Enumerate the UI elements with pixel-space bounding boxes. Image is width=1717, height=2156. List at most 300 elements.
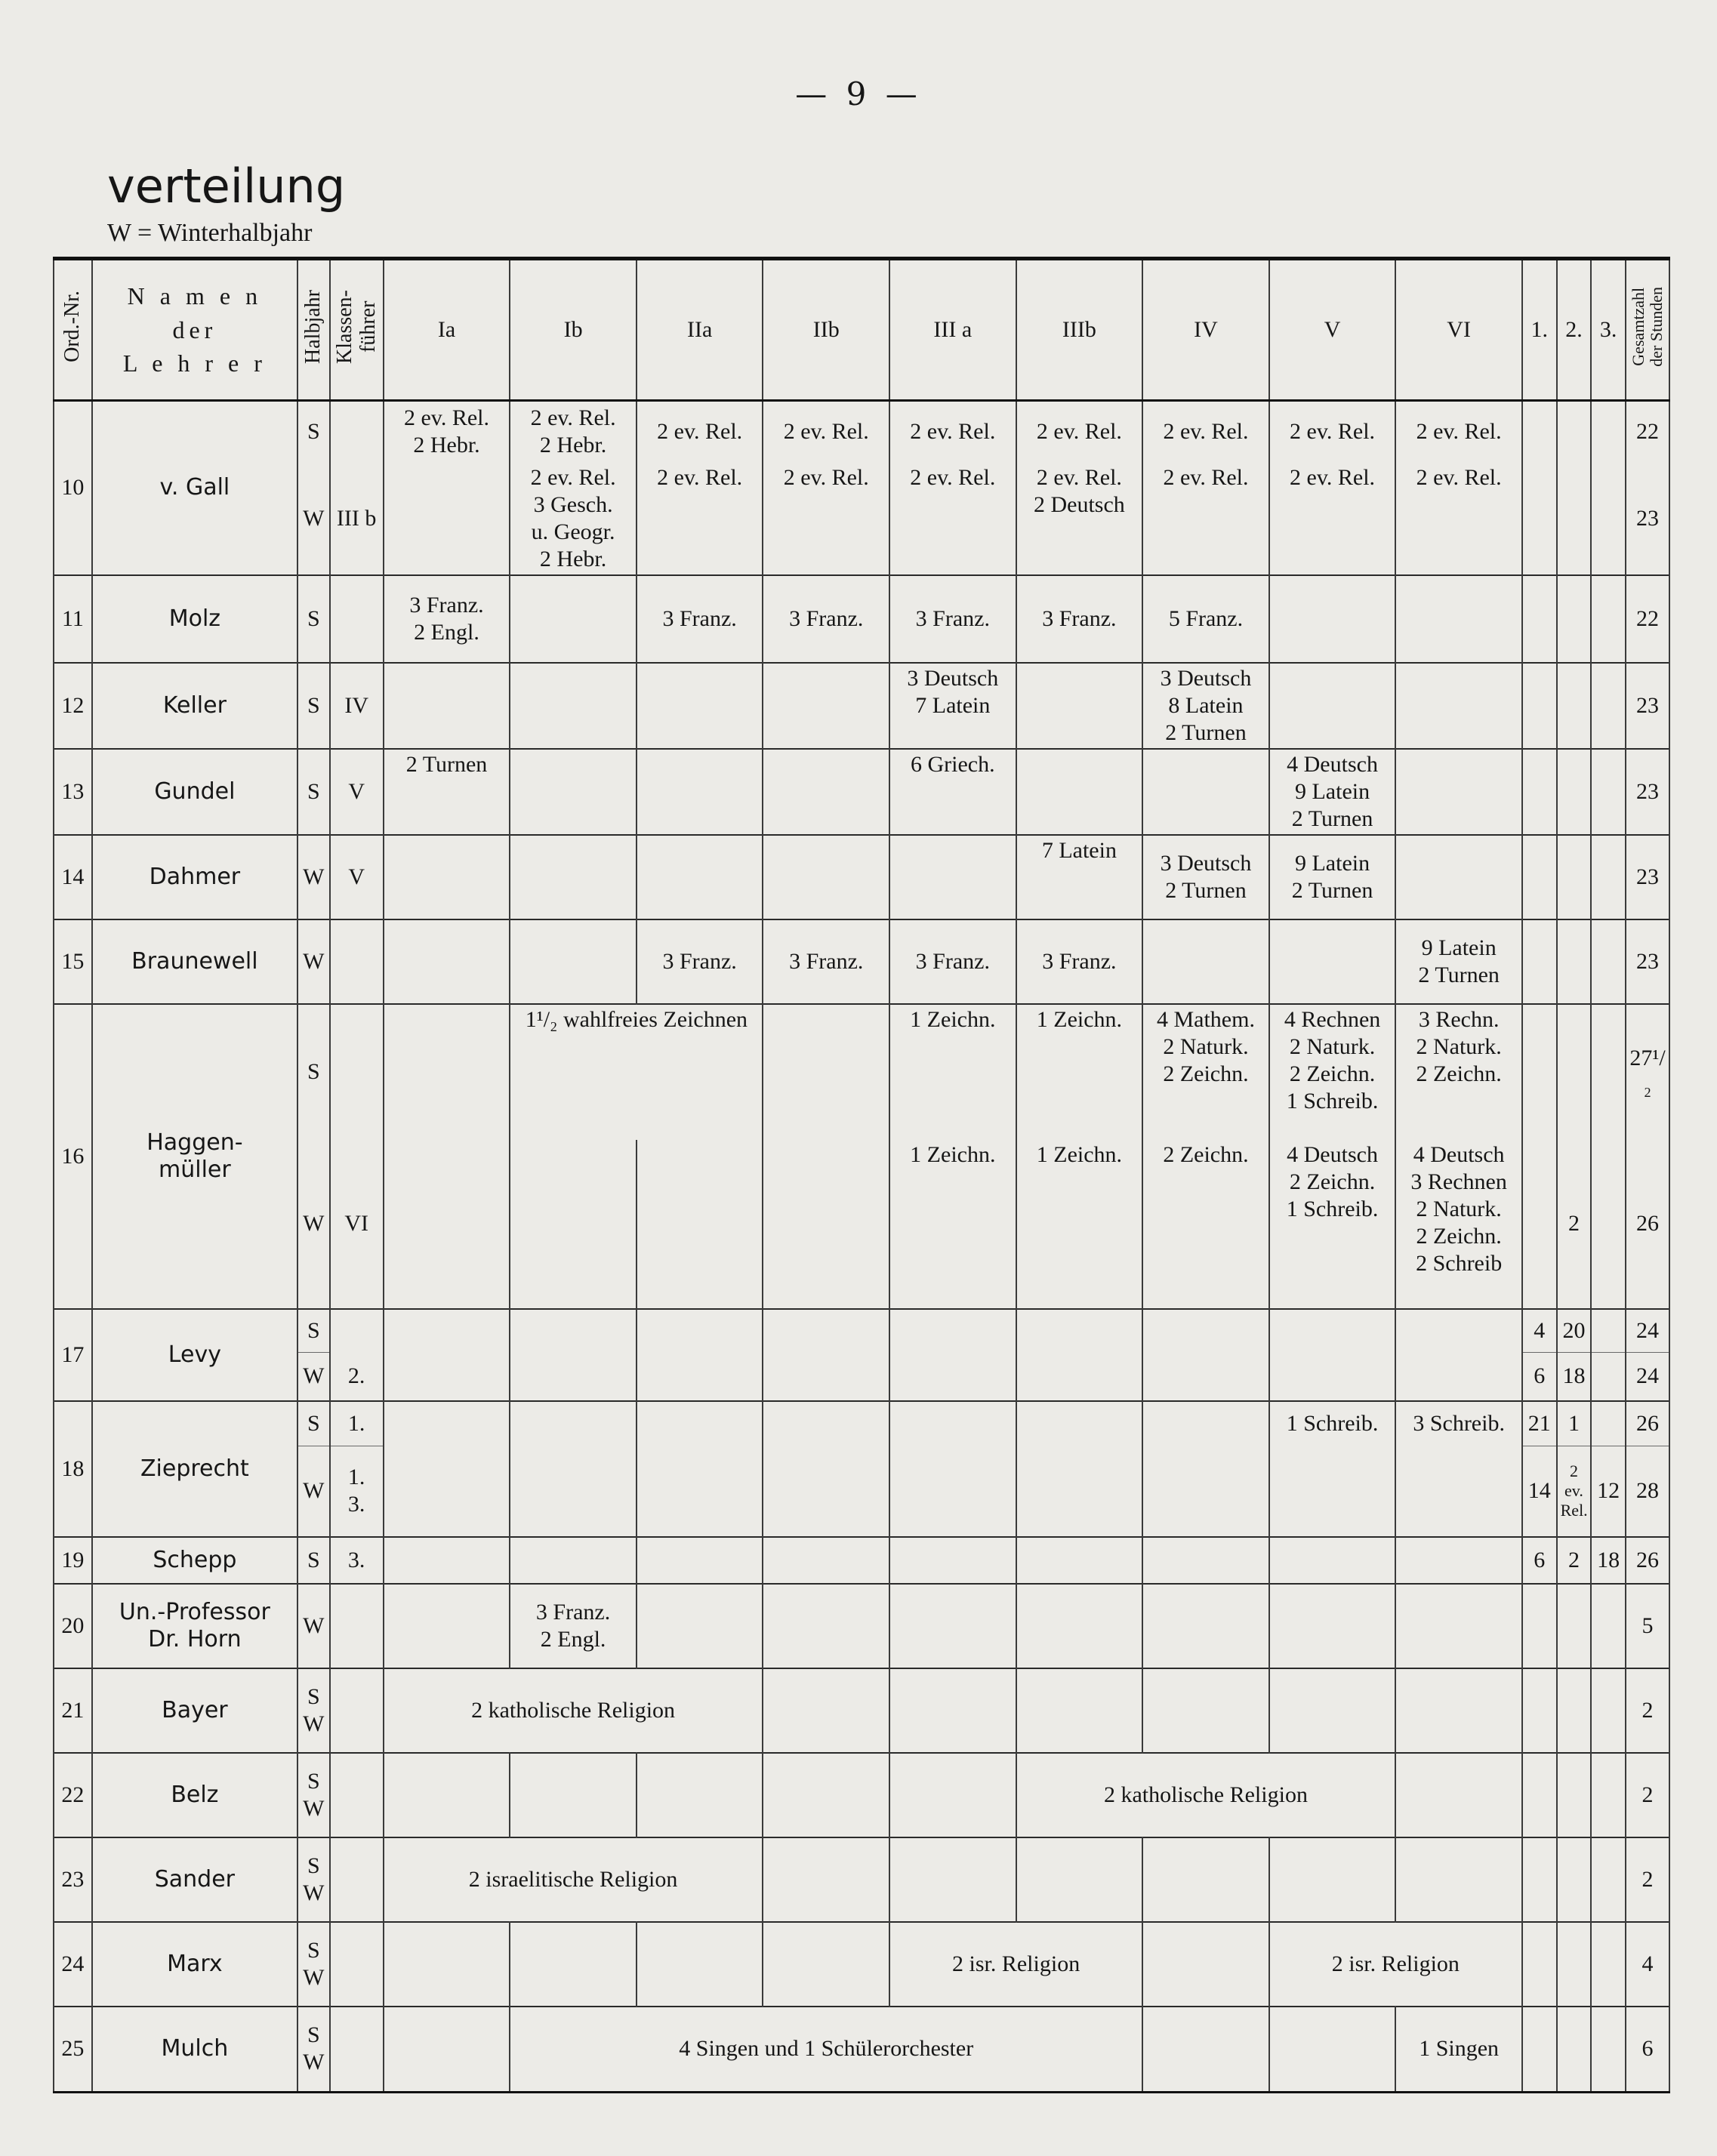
klassenfuehrer (330, 1004, 384, 1140)
cell-1 (1522, 2007, 1557, 2093)
cell-ia (384, 1753, 510, 1837)
cell-iv (1142, 1537, 1269, 1584)
cell-iiib-v: 2 katholische Religion (1016, 1753, 1396, 1837)
cell-v (1269, 1309, 1396, 1353)
cell-v: 2 ev. Rel. (1269, 401, 1396, 463)
cell-v (1269, 919, 1396, 1004)
cell-total: 2 (1626, 1668, 1669, 1753)
cell-iiib (1016, 1668, 1143, 1753)
cell-iia (637, 1353, 763, 1401)
cell-2: 1 (1557, 1401, 1592, 1446)
teacher-name: Belz (92, 1753, 297, 1837)
cell-iiia: 6 Griech. (889, 749, 1016, 835)
cell-ib (510, 1537, 637, 1584)
cell-iiib: 3 Franz. (1016, 919, 1143, 1004)
cell-1 (1522, 1753, 1557, 1837)
cell-iia: 2 ev. Rel. (637, 463, 763, 575)
table-row (54, 1004, 1669, 1140)
cell-iiia: 1 Zeichn. (889, 1004, 1016, 1140)
cell-2: 20 (1557, 1309, 1592, 1353)
page-heading: verteilung (107, 159, 346, 214)
cell-total: 26 (1626, 1537, 1669, 1584)
cell-1 (1522, 1004, 1557, 1140)
ord-nr: 20 (54, 1584, 92, 1668)
cell-iv (1142, 919, 1269, 1004)
cell-vi (1395, 1446, 1522, 1537)
cell-3 (1591, 749, 1626, 835)
cell-ia (384, 1537, 510, 1584)
cell-ia (384, 1004, 510, 1140)
cell-3 (1591, 1837, 1626, 1922)
header-vorschule-1: 1. (1522, 259, 1557, 401)
cell-3: 12 (1591, 1446, 1626, 1537)
cell-2 (1557, 1004, 1592, 1140)
cell-iv (1142, 1446, 1269, 1537)
halbjahr: S (297, 575, 330, 663)
header-iiia: III a (889, 259, 1016, 401)
header-iv: IV (1142, 259, 1269, 401)
cell-iib: 3 Franz. (763, 575, 889, 663)
cell-iv: 2 ev. Rel. (1142, 463, 1269, 575)
cell-iv (1142, 1401, 1269, 1446)
teacher-name: Levy (92, 1309, 297, 1401)
cell-3 (1591, 1753, 1626, 1837)
halbjahr: W (297, 1446, 330, 1537)
klassenfuehrer (330, 1668, 384, 1753)
ord-nr: 19 (54, 1537, 92, 1584)
cell-iiib (1016, 1401, 1143, 1446)
cell-1 (1522, 1922, 1557, 2007)
cell-vi (1395, 1584, 1522, 1668)
klassenfuehrer (330, 919, 384, 1004)
klassenfuehrer: V (330, 749, 384, 835)
halbjahr: S W (297, 1668, 330, 1753)
cell-iiia (889, 1401, 1016, 1446)
cell-iib (763, 1140, 889, 1309)
cell-iv: 4 Mathem. 2 Naturk. 2 Zeichn. (1142, 1004, 1269, 1140)
cell-vi (1395, 835, 1522, 919)
cell-iib (763, 1004, 889, 1140)
cell-iiib (1016, 1353, 1143, 1401)
ord-nr: 18 (54, 1401, 92, 1537)
cell-2 (1557, 919, 1592, 1004)
cell-1 (1522, 1668, 1557, 1753)
teacher-name: Mulch (92, 2007, 297, 2093)
ord-nr: 22 (54, 1753, 92, 1837)
cell-total: 23 (1626, 835, 1669, 919)
cell-iiib: 2 ev. Rel. (1016, 401, 1143, 463)
cell-iia (637, 1537, 763, 1584)
ord-nr: 14 (54, 835, 92, 919)
cell-iib (763, 1401, 889, 1446)
teacher-name: Bayer (92, 1668, 297, 1753)
header-ia: Ia (384, 259, 510, 401)
cell-iiia: 3 Franz. (889, 919, 1016, 1004)
table-row (54, 749, 1669, 835)
cell-iia: 2 ev. Rel. (637, 401, 763, 463)
cell-1: 14 (1522, 1446, 1557, 1537)
halbjahr: W (297, 835, 330, 919)
cell-total: 4 (1626, 1922, 1669, 2007)
cell-ia (384, 1309, 510, 1353)
cell-iib: 2 ev. Rel. (763, 401, 889, 463)
cell-iia (637, 1446, 763, 1537)
cell-iv (1142, 1837, 1269, 1922)
cell-iiib (1016, 1837, 1143, 1922)
cell-iiib (1016, 749, 1143, 835)
cell-vi (1395, 1353, 1522, 1401)
cell-iia (637, 1401, 763, 1446)
cell-v (1269, 1668, 1396, 1753)
cell-vi: 3 Rechn. 2 Naturk. 2 Zeichn. (1395, 1004, 1522, 1140)
cell-iv: 3 Deutsch 2 Turnen (1142, 835, 1269, 919)
cell-ia (384, 1353, 510, 1401)
cell-3 (1591, 575, 1626, 663)
cell-3 (1591, 1668, 1626, 1753)
cell-ib (510, 1401, 637, 1446)
cell-iiia: 3 Deutsch 7 Latein (889, 663, 1016, 749)
cell-iia (637, 1309, 763, 1353)
klassenfuehrer (330, 575, 384, 663)
cell-3 (1591, 919, 1626, 1004)
halbjahr: W (297, 1353, 330, 1401)
cell-iia (637, 1922, 763, 2007)
cell-total: 2 (1626, 1753, 1669, 1837)
ord-nr: 17 (54, 1309, 92, 1401)
cell-ia (384, 1584, 510, 1668)
cell-total: 24 (1626, 1353, 1669, 1401)
klassenfuehrer: 1. 3. (330, 1446, 384, 1537)
klassenfuehrer: 3. (330, 1537, 384, 1584)
cell-iiib: 2 ev. Rel. 2 Deutsch (1016, 463, 1143, 575)
teacher-name: Marx (92, 1922, 297, 2007)
cell-1 (1522, 1837, 1557, 1922)
cell-iiia: 2 ev. Rel. (889, 463, 1016, 575)
cell-iv: 2 Zeichn. (1142, 1140, 1269, 1309)
cell-2 (1557, 401, 1592, 463)
cell-2 (1557, 663, 1592, 749)
cell-vi: 2 ev. Rel. (1395, 401, 1522, 463)
halbjahr: S W (297, 1753, 330, 1837)
cell-1 (1522, 749, 1557, 835)
cell-iiib (1016, 1584, 1143, 1668)
cell-total: 5 (1626, 1584, 1669, 1668)
klassenfuehrer: VI (330, 1140, 384, 1309)
ord-nr: 23 (54, 1837, 92, 1922)
cell-iiib: 1 Zeichn. (1016, 1140, 1143, 1309)
cell-vi: 9 Latein 2 Turnen (1395, 919, 1522, 1004)
cell-iiia (889, 1353, 1016, 1401)
cell-vi: 2 ev. Rel. (1395, 463, 1522, 575)
halbjahr: S (297, 1537, 330, 1584)
cell-iv: 3 Deutsch 8 Latein 2 Turnen (1142, 663, 1269, 749)
klassenfuehrer: III b (330, 463, 384, 575)
ord-nr: 24 (54, 1922, 92, 2007)
klassenfuehrer (330, 2007, 384, 2093)
cell-3 (1591, 463, 1626, 575)
cell-iv: 5 Franz. (1142, 575, 1269, 663)
header-total: Gesamtzahl der Stunden (1626, 259, 1669, 401)
cell-v (1269, 1446, 1396, 1537)
halbjahr: S (297, 1401, 330, 1446)
cell-total: 24 (1626, 1309, 1669, 1353)
cell-2 (1557, 1668, 1592, 1753)
cell-3 (1591, 1584, 1626, 1668)
halbjahr: S (297, 401, 330, 463)
klassenfuehrer: IV (330, 663, 384, 749)
header-iib: IIb (763, 259, 889, 401)
cell-iib (763, 1309, 889, 1353)
cell-1: 6 (1522, 1353, 1557, 1401)
klassenfuehrer (330, 401, 384, 463)
cell-2 (1557, 1837, 1592, 1922)
cell-iia (637, 1584, 763, 1668)
cell-3 (1591, 401, 1626, 463)
cell-ib-iia: 1¹/₂ wahlfreies Zeichnen (510, 1004, 763, 1140)
cell-iiia (889, 1446, 1016, 1537)
cell-v-vi: 2 isr. Religion (1269, 1922, 1522, 2007)
cell-iib (763, 1446, 889, 1537)
cell-iib (763, 1537, 889, 1584)
cell-total: 2 (1626, 1837, 1669, 1922)
klassenfuehrer: 1. (330, 1401, 384, 1446)
halbjahr: S (297, 749, 330, 835)
klassenfuehrer (330, 1753, 384, 1837)
cell-3 (1591, 1922, 1626, 2007)
cell-ia (384, 1140, 510, 1309)
cell-iiia (889, 1537, 1016, 1584)
halbjahr: S W (297, 1922, 330, 2007)
cell-1: 21 (1522, 1401, 1557, 1446)
header-row (54, 259, 1669, 401)
cell-iib (763, 1753, 889, 1837)
cell-v (1269, 663, 1396, 749)
cell-1 (1522, 919, 1557, 1004)
cell-total: 23 (1626, 919, 1669, 1004)
cell-ib (510, 919, 637, 1004)
cell-ia (384, 919, 510, 1004)
cell-v (1269, 1584, 1396, 1668)
table-row (54, 663, 1669, 749)
cell-2 (1557, 1584, 1592, 1668)
halbjahr: S W (297, 2007, 330, 2093)
cell-iib (763, 1353, 889, 1401)
cell-vi (1395, 1668, 1522, 1753)
header-vorschule-2: 2. (1557, 259, 1592, 401)
cell-vi (1395, 663, 1522, 749)
cell-vi (1395, 1537, 1522, 1584)
cell-v: 4 Rechnen 2 Naturk. 2 Zeichn. 1 Schreib. (1269, 1004, 1396, 1140)
table-row (54, 401, 1669, 463)
cell-1 (1522, 1584, 1557, 1668)
cell-3 (1591, 1309, 1626, 1353)
cell-iv (1142, 749, 1269, 835)
klassenfuehrer: V (330, 835, 384, 919)
cell-ib: 2 ev. Rel. 2 Hebr. (510, 401, 637, 463)
halbjahr: S (297, 663, 330, 749)
cell-iia (637, 835, 763, 919)
halbjahr: W (297, 919, 330, 1004)
cell-total: 23 (1626, 663, 1669, 749)
cell-iib (763, 1837, 889, 1922)
ord-nr: 11 (54, 575, 92, 663)
cell-3 (1591, 835, 1626, 919)
table-row (54, 919, 1669, 1004)
klassenfuehrer (330, 1922, 384, 2007)
ord-nr: 25 (54, 2007, 92, 2093)
cell-iib (763, 1584, 889, 1668)
cell-vi (1395, 1837, 1522, 1922)
cell-2 (1557, 463, 1592, 575)
ord-nr: 13 (54, 749, 92, 835)
teacher-name: Schepp (92, 1537, 297, 1584)
cell-total: 26 (1626, 1401, 1669, 1446)
cell-1 (1522, 463, 1557, 575)
cell-iia: 3 Franz. (637, 919, 763, 1004)
cell-v (1269, 575, 1396, 663)
cell-total: 23 (1626, 463, 1669, 575)
teacher-name: Braunewell (92, 919, 297, 1004)
cell-iiia: 3 Franz. (889, 575, 1016, 663)
teacher-name: v. Gall (92, 401, 297, 575)
header-iiib: IIIb (1016, 259, 1143, 401)
cell-ia (384, 1922, 510, 2007)
halbjahr: S W (297, 1837, 330, 1922)
header-klassenfuehrer: Klassen- führer (330, 259, 384, 401)
cell-3 (1591, 663, 1626, 749)
cell-2 (1557, 1922, 1592, 2007)
teacher-name: Un.-Professor Dr. Horn (92, 1584, 297, 1668)
cell-iiia (889, 1309, 1016, 1353)
cell-ib (510, 1753, 637, 1837)
cell-iib (763, 1668, 889, 1753)
cell-total: 6 (1626, 2007, 1669, 2093)
cell-2: 2 (1557, 1140, 1592, 1309)
cell-vi (1395, 749, 1522, 835)
cell-ia (384, 1446, 510, 1537)
cell-ib (510, 835, 637, 919)
cell-ib (510, 1446, 637, 1537)
cell-total: 27¹/₂ (1626, 1004, 1669, 1140)
cell-2 (1557, 835, 1592, 919)
cell-iiia (889, 1584, 1016, 1668)
table-row (54, 1837, 1669, 1922)
cell-iv (1142, 1584, 1269, 1668)
header-v: V (1269, 259, 1396, 401)
cell-total: 22 (1626, 401, 1669, 463)
cell-2 (1557, 1753, 1592, 1837)
cell-iiia (889, 835, 1016, 919)
teaching-schedule-table (53, 257, 1670, 2093)
cell-iia (637, 663, 763, 749)
cell-iiia (889, 1837, 1016, 1922)
ord-nr: 16 (54, 1004, 92, 1309)
cell-iiia (889, 1753, 1016, 1837)
cell-iib (763, 835, 889, 919)
header-vi: VI (1395, 259, 1522, 401)
cell-3 (1591, 2007, 1626, 2093)
cell-2 (1557, 749, 1592, 835)
cell-vi: 4 Deutsch 3 Rechnen 2 Naturk. 2 Zeichn. 2 Schreib (1395, 1140, 1522, 1309)
header-halbjahr: Halbjahr (297, 259, 330, 401)
cell-vi (1395, 1753, 1522, 1837)
cell-ia (384, 835, 510, 919)
cell-1: 4 (1522, 1309, 1557, 1353)
cell-1 (1522, 401, 1557, 463)
header-ord: Ord.-Nr. (54, 259, 92, 401)
cell-iv (1142, 1309, 1269, 1353)
cell-2: 2 (1557, 1537, 1592, 1584)
cell-ib (510, 749, 637, 835)
halbjahr: W (297, 1584, 330, 1668)
cell-iia (637, 749, 763, 835)
cell-vi (1395, 575, 1522, 663)
table-row (54, 1753, 1669, 1837)
ord-nr: 15 (54, 919, 92, 1004)
cell-iiib (1016, 1446, 1143, 1537)
klassenfuehrer (330, 1584, 384, 1668)
teacher-name: Zieprecht (92, 1401, 297, 1537)
cell-iiib: 1 Zeichn. (1016, 1004, 1143, 1140)
cell-1 (1522, 663, 1557, 749)
cell-iiia (889, 1668, 1016, 1753)
cell-ia (384, 1401, 510, 1446)
cell-iiib: 3 Franz. (1016, 575, 1143, 663)
cell-3 (1591, 1140, 1626, 1309)
table-row (54, 2007, 1669, 2093)
cell-iv (1142, 1353, 1269, 1401)
cell-ia: 3 Franz. 2 Engl. (384, 575, 510, 663)
header-names: N a m e n der L e h r e r (92, 259, 297, 401)
header-ib: Ib (510, 259, 637, 401)
cell-v (1269, 1537, 1396, 1584)
cell-total: 26 (1626, 1140, 1669, 1309)
ord-nr: 12 (54, 663, 92, 749)
cell-iiib (1016, 1537, 1143, 1584)
cell-iib: 2 ev. Rel. (763, 463, 889, 575)
cell-1 (1522, 1140, 1557, 1309)
teacher-name: Haggen- müller (92, 1004, 297, 1309)
cell-iia (637, 1140, 763, 1309)
table-row (54, 1922, 1669, 2007)
halbjahr: S (297, 1004, 330, 1140)
cell-1: 6 (1522, 1537, 1557, 1584)
teacher-name: Dahmer (92, 835, 297, 919)
cell-v: 4 Deutsch 9 Latein 2 Turnen (1269, 749, 1396, 835)
table-row (54, 1401, 1669, 1446)
cell-iia (637, 1753, 763, 1837)
cell-2: 18 (1557, 1353, 1592, 1401)
cell-3 (1591, 1353, 1626, 1401)
cell-iiib (1016, 663, 1143, 749)
cell-iib: 3 Franz. (763, 919, 889, 1004)
cell-vi: 3 Schreib. (1395, 1401, 1522, 1446)
cell-ia (384, 2007, 510, 2093)
cell-v (1269, 2007, 1396, 2093)
cell-iv: 2 ev. Rel. (1142, 401, 1269, 463)
cell-iiia: 1 Zeichn. (889, 1140, 1016, 1309)
cell-iv (1142, 2007, 1269, 2093)
teacher-name: Molz (92, 575, 297, 663)
cell-ia-iia: 2 katholische Religion (384, 1668, 763, 1753)
cell-ia: 2 ev. Rel. 2 Hebr. (384, 401, 510, 463)
halbjahr: W (297, 1140, 330, 1309)
ord-nr: 21 (54, 1668, 92, 1753)
cell-3: 18 (1591, 1537, 1626, 1584)
cell-iiib: 7 Latein (1016, 835, 1143, 919)
ord-nr: 10 (54, 401, 92, 575)
header-iia: IIa (637, 259, 763, 401)
